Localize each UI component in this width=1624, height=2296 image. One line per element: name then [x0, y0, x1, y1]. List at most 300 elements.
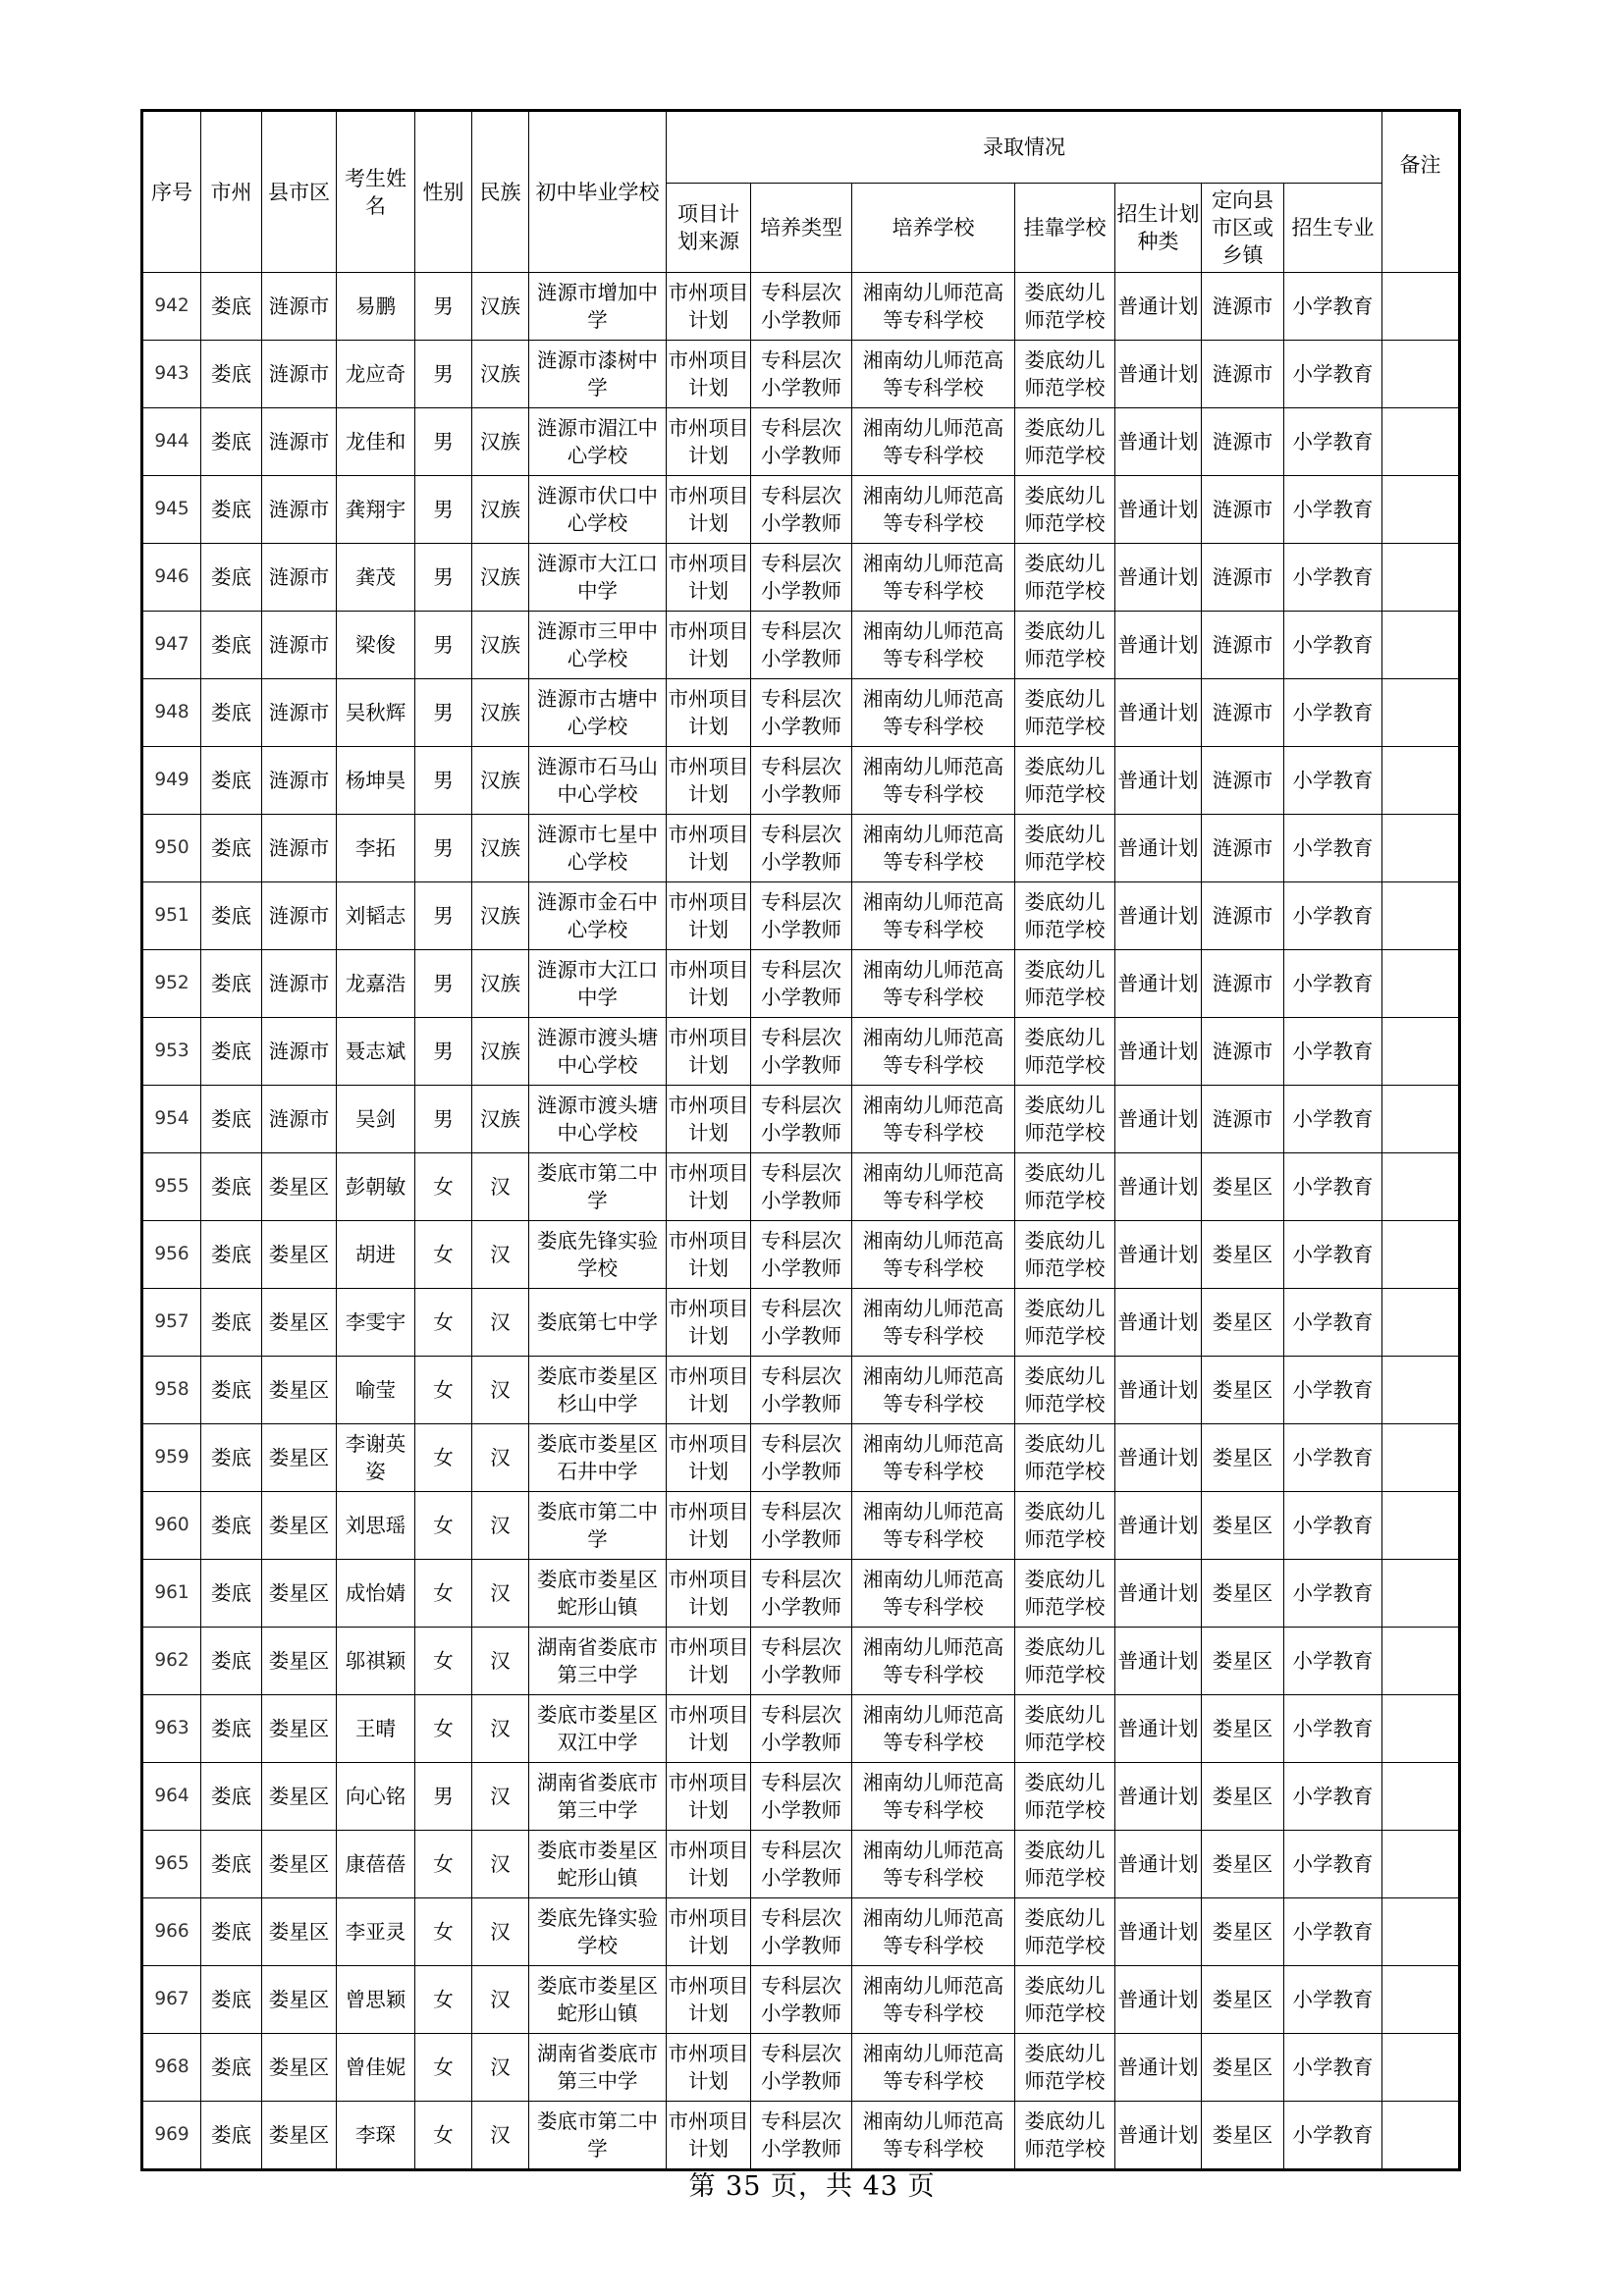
- table-row: [142, 1153, 1460, 1221]
- cell-remark: [1382, 612, 1460, 679]
- cell-name: 李雯宇: [337, 1289, 415, 1357]
- cell-ethnicity: 汉: [472, 1695, 529, 1763]
- cell-train-school: 湘南幼儿师范高等专科学校: [852, 612, 1015, 679]
- cell-city: 娄底: [201, 1424, 262, 1492]
- cell-plan-kind: 普通计划: [1115, 1898, 1202, 1966]
- table-row: [142, 1221, 1460, 1289]
- cell-remark: [1382, 1628, 1460, 1695]
- cell-county: 娄星区: [262, 1695, 337, 1763]
- cell-county: 娄星区: [262, 2034, 337, 2102]
- cell-gender: 女: [415, 1695, 472, 1763]
- cell-major: 小学教育: [1284, 1560, 1382, 1628]
- cell-target: 涟源市: [1202, 1018, 1284, 1086]
- cell-school: 娄底市娄星区石井中学: [529, 1424, 667, 1492]
- cell-type: 专科层次小学教师: [751, 2034, 852, 2102]
- cell-city: 娄底: [201, 273, 262, 341]
- cell-train-school: 湘南幼儿师范高等专科学校: [852, 882, 1015, 950]
- cell-ethnicity: 汉: [472, 1898, 529, 1966]
- cell-affiliate: 娄底幼儿师范学校: [1015, 2102, 1115, 2170]
- cell-train-school: 湘南幼儿师范高等专科学校: [852, 1560, 1015, 1628]
- cell-affiliate: 娄底幼儿师范学校: [1015, 476, 1115, 544]
- cell-major: 小学教育: [1284, 882, 1382, 950]
- cell-affiliate: 娄底幼儿师范学校: [1015, 341, 1115, 408]
- cell-ethnicity: 汉: [472, 1966, 529, 2034]
- cell-gender: 男: [415, 679, 472, 747]
- cell-train-school: 湘南幼儿师范高等专科学校: [852, 1357, 1015, 1424]
- cell-target: 娄星区: [1202, 1628, 1284, 1695]
- cell-seq: 968: [142, 2034, 201, 2102]
- cell-plan-kind: 普通计划: [1115, 273, 1202, 341]
- cell-school: 涟源市湄江中心学校: [529, 408, 667, 476]
- cell-plan-kind: 普通计划: [1115, 815, 1202, 882]
- cell-school: 涟源市大江口中学: [529, 950, 667, 1018]
- cell-city: 娄底: [201, 544, 262, 612]
- cell-ethnicity: 汉族: [472, 1086, 529, 1153]
- cell-target: 娄星区: [1202, 1966, 1284, 2034]
- cell-remark: [1382, 544, 1460, 612]
- table-row: [142, 341, 1460, 408]
- cell-source: 市州项目计划: [667, 1153, 751, 1221]
- cell-city: 娄底: [201, 408, 262, 476]
- cell-ethnicity: 汉: [472, 1357, 529, 1424]
- cell-train-school: 湘南幼儿师范高等专科学校: [852, 1221, 1015, 1289]
- cell-source: 市州项目计划: [667, 1221, 751, 1289]
- cell-school: 娄底市娄星区蛇形山镇: [529, 1966, 667, 2034]
- cell-ethnicity: 汉族: [472, 815, 529, 882]
- cell-name: 李琛: [337, 2102, 415, 2170]
- cell-school: 湖南省娄底市第三中学: [529, 1628, 667, 1695]
- cell-name: 曾佳妮: [337, 2034, 415, 2102]
- cell-gender: 女: [415, 1831, 472, 1898]
- cell-remark: [1382, 1289, 1460, 1357]
- cell-type: 专科层次小学教师: [751, 1357, 852, 1424]
- cell-target: 涟源市: [1202, 408, 1284, 476]
- cell-name: 成怡婧: [337, 1560, 415, 1628]
- cell-gender: 男: [415, 476, 472, 544]
- cell-ethnicity: 汉族: [472, 544, 529, 612]
- cell-remark: [1382, 1966, 1460, 2034]
- cell-major: 小学教育: [1284, 747, 1382, 815]
- cell-major: 小学教育: [1284, 1424, 1382, 1492]
- cell-county: 娄星区: [262, 1221, 337, 1289]
- cell-major: 小学教育: [1284, 1153, 1382, 1221]
- cell-affiliate: 娄底幼儿师范学校: [1015, 1492, 1115, 1560]
- cell-school: 涟源市七星中心学校: [529, 815, 667, 882]
- cell-school: 涟源市渡头塘中心学校: [529, 1086, 667, 1153]
- cell-remark: [1382, 950, 1460, 1018]
- cell-target: 涟源市: [1202, 747, 1284, 815]
- cell-name: 龚茂: [337, 544, 415, 612]
- cell-seq: 951: [142, 882, 201, 950]
- cell-affiliate: 娄底幼儿师范学校: [1015, 1086, 1115, 1153]
- cell-target: 娄星区: [1202, 2102, 1284, 2170]
- cell-seq: 950: [142, 815, 201, 882]
- cell-target: 娄星区: [1202, 1492, 1284, 1560]
- cell-train-school: 湘南幼儿师范高等专科学校: [852, 1831, 1015, 1898]
- cell-gender: 女: [415, 1898, 472, 1966]
- cell-plan-kind: 普通计划: [1115, 408, 1202, 476]
- cell-gender: 男: [415, 1086, 472, 1153]
- header-seq: 序号: [142, 111, 201, 273]
- cell-county: 涟源市: [262, 679, 337, 747]
- cell-school: 湖南省娄底市第三中学: [529, 1763, 667, 1831]
- table-row: [142, 1898, 1460, 1966]
- cell-source: 市州项目计划: [667, 612, 751, 679]
- cell-affiliate: 娄底幼儿师范学校: [1015, 2034, 1115, 2102]
- cell-seq: 954: [142, 1086, 201, 1153]
- cell-train-school: 湘南幼儿师范高等专科学校: [852, 1086, 1015, 1153]
- cell-plan-kind: 普通计划: [1115, 882, 1202, 950]
- cell-name: 吴秋辉: [337, 679, 415, 747]
- cell-plan-kind: 普通计划: [1115, 341, 1202, 408]
- header-admission: 录取情况: [667, 111, 1382, 184]
- cell-ethnicity: 汉族: [472, 408, 529, 476]
- cell-seq: 961: [142, 1560, 201, 1628]
- cell-remark: [1382, 1357, 1460, 1424]
- cell-affiliate: 娄底幼儿师范学校: [1015, 679, 1115, 747]
- cell-name: 胡进: [337, 1221, 415, 1289]
- cell-school: 娄底市娄星区蛇形山镇: [529, 1831, 667, 1898]
- cell-gender: 男: [415, 408, 472, 476]
- cell-affiliate: 娄底幼儿师范学校: [1015, 544, 1115, 612]
- cell-county: 娄星区: [262, 1424, 337, 1492]
- cell-remark: [1382, 679, 1460, 747]
- cell-seq: 962: [142, 1628, 201, 1695]
- cell-county: 涟源市: [262, 1018, 337, 1086]
- cell-seq: 959: [142, 1424, 201, 1492]
- cell-name: 邬祺颖: [337, 1628, 415, 1695]
- header-train-school: 培养学校: [852, 184, 1015, 273]
- cell-train-school: 湘南幼儿师范高等专科学校: [852, 341, 1015, 408]
- cell-city: 娄底: [201, 1357, 262, 1424]
- cell-source: 市州项目计划: [667, 408, 751, 476]
- cell-seq: 958: [142, 1357, 201, 1424]
- cell-school: 娄底市第二中学: [529, 1492, 667, 1560]
- cell-name: 龙佳和: [337, 408, 415, 476]
- cell-seq: 965: [142, 1831, 201, 1898]
- cell-name: 吴剑: [337, 1086, 415, 1153]
- cell-affiliate: 娄底幼儿师范学校: [1015, 1763, 1115, 1831]
- cell-target: 娄星区: [1202, 1289, 1284, 1357]
- cell-city: 娄底: [201, 1560, 262, 1628]
- cell-name: 李谢英姿: [337, 1424, 415, 1492]
- cell-city: 娄底: [201, 2102, 262, 2170]
- cell-county: 涟源市: [262, 273, 337, 341]
- cell-city: 娄底: [201, 1492, 262, 1560]
- cell-major: 小学教育: [1284, 679, 1382, 747]
- table-row: [142, 2102, 1460, 2170]
- cell-county: 娄星区: [262, 1289, 337, 1357]
- cell-type: 专科层次小学教师: [751, 1289, 852, 1357]
- cell-affiliate: 娄底幼儿师范学校: [1015, 747, 1115, 815]
- cell-remark: [1382, 1086, 1460, 1153]
- cell-train-school: 湘南幼儿师范高等专科学校: [852, 1424, 1015, 1492]
- cell-affiliate: 娄底幼儿师范学校: [1015, 1018, 1115, 1086]
- cell-city: 娄底: [201, 1966, 262, 2034]
- table-row: [142, 544, 1460, 612]
- cell-name: 杨坤昊: [337, 747, 415, 815]
- cell-target: 涟源市: [1202, 882, 1284, 950]
- table-row: [142, 2034, 1460, 2102]
- cell-affiliate: 娄底幼儿师范学校: [1015, 815, 1115, 882]
- cell-gender: 女: [415, 1966, 472, 2034]
- cell-target: 涟源市: [1202, 476, 1284, 544]
- table-row: [142, 1831, 1460, 1898]
- cell-plan-kind: 普通计划: [1115, 1492, 1202, 1560]
- cell-county: 娄星区: [262, 1628, 337, 1695]
- header-target: 定向县市区或乡镇: [1202, 184, 1284, 273]
- cell-name: 龙应奇: [337, 341, 415, 408]
- cell-plan-kind: 普通计划: [1115, 747, 1202, 815]
- cell-major: 小学教育: [1284, 1289, 1382, 1357]
- cell-type: 专科层次小学教师: [751, 1628, 852, 1695]
- cell-gender: 女: [415, 1289, 472, 1357]
- cell-ethnicity: 汉: [472, 1289, 529, 1357]
- cell-ethnicity: 汉族: [472, 341, 529, 408]
- cell-city: 娄底: [201, 1018, 262, 1086]
- cell-remark: [1382, 1898, 1460, 1966]
- cell-name: 刘思瑶: [337, 1492, 415, 1560]
- header-type: 培养类型: [751, 184, 852, 273]
- cell-source: 市州项目计划: [667, 1492, 751, 1560]
- cell-major: 小学教育: [1284, 341, 1382, 408]
- cell-school: 涟源市大江口中学: [529, 544, 667, 612]
- cell-city: 娄底: [201, 2034, 262, 2102]
- cell-target: 涟源市: [1202, 341, 1284, 408]
- cell-train-school: 湘南幼儿师范高等专科学校: [852, 476, 1015, 544]
- table-row: [142, 1086, 1460, 1153]
- cell-county: 娄星区: [262, 1560, 337, 1628]
- cell-name: 龚翔宇: [337, 476, 415, 544]
- cell-train-school: 湘南幼儿师范高等专科学校: [852, 2034, 1015, 2102]
- cell-ethnicity: 汉: [472, 2102, 529, 2170]
- cell-ethnicity: 汉: [472, 1560, 529, 1628]
- cell-affiliate: 娄底幼儿师范学校: [1015, 1831, 1115, 1898]
- table-row: [142, 679, 1460, 747]
- cell-plan-kind: 普通计划: [1115, 1560, 1202, 1628]
- admission-table-container: [140, 109, 1458, 2171]
- cell-name: 易鹏: [337, 273, 415, 341]
- cell-county: 娄星区: [262, 2102, 337, 2170]
- cell-major: 小学教育: [1284, 476, 1382, 544]
- cell-type: 专科层次小学教师: [751, 273, 852, 341]
- cell-major: 小学教育: [1284, 1221, 1382, 1289]
- cell-train-school: 湘南幼儿师范高等专科学校: [852, 1966, 1015, 2034]
- cell-city: 娄底: [201, 1898, 262, 1966]
- cell-affiliate: 娄底幼儿师范学校: [1015, 1628, 1115, 1695]
- cell-city: 娄底: [201, 341, 262, 408]
- cell-train-school: 湘南幼儿师范高等专科学校: [852, 273, 1015, 341]
- cell-type: 专科层次小学教师: [751, 408, 852, 476]
- cell-ethnicity: 汉: [472, 2034, 529, 2102]
- cell-train-school: 湘南幼儿师范高等专科学校: [852, 950, 1015, 1018]
- cell-affiliate: 娄底幼儿师范学校: [1015, 1221, 1115, 1289]
- cell-school: 涟源市伏口中心学校: [529, 476, 667, 544]
- cell-type: 专科层次小学教师: [751, 1153, 852, 1221]
- cell-seq: 969: [142, 2102, 201, 2170]
- header-remark: 备注: [1382, 111, 1460, 273]
- cell-gender: 女: [415, 1628, 472, 1695]
- cell-name: 龙嘉浩: [337, 950, 415, 1018]
- cell-seq: 948: [142, 679, 201, 747]
- cell-train-school: 湘南幼儿师范高等专科学校: [852, 544, 1015, 612]
- cell-affiliate: 娄底幼儿师范学校: [1015, 1560, 1115, 1628]
- table-row: [142, 476, 1460, 544]
- cell-type: 专科层次小学教师: [751, 950, 852, 1018]
- cell-ethnicity: 汉族: [472, 950, 529, 1018]
- cell-remark: [1382, 1424, 1460, 1492]
- cell-plan-kind: 普通计划: [1115, 476, 1202, 544]
- cell-source: 市州项目计划: [667, 1560, 751, 1628]
- cell-city: 娄底: [201, 1153, 262, 1221]
- cell-remark: [1382, 1221, 1460, 1289]
- cell-type: 专科层次小学教师: [751, 1424, 852, 1492]
- page-footer: 第 35 页，共 43 页: [688, 2171, 936, 2202]
- cell-city: 娄底: [201, 1695, 262, 1763]
- cell-ethnicity: 汉族: [472, 1018, 529, 1086]
- table-row: [142, 1424, 1460, 1492]
- cell-source: 市州项目计划: [667, 544, 751, 612]
- header-school: 初中毕业学校: [529, 111, 667, 273]
- cell-gender: 男: [415, 747, 472, 815]
- cell-target: 娄星区: [1202, 1560, 1284, 1628]
- cell-seq: 964: [142, 1763, 201, 1831]
- cell-school: 娄底市第二中学: [529, 2102, 667, 2170]
- cell-affiliate: 娄底幼儿师范学校: [1015, 1289, 1115, 1357]
- cell-type: 专科层次小学教师: [751, 747, 852, 815]
- cell-affiliate: 娄底幼儿师范学校: [1015, 1424, 1115, 1492]
- admission-table: [140, 109, 1461, 2171]
- cell-affiliate: 娄底幼儿师范学校: [1015, 1966, 1115, 2034]
- cell-remark: [1382, 341, 1460, 408]
- cell-seq: 945: [142, 476, 201, 544]
- cell-school: 涟源市漆树中学: [529, 341, 667, 408]
- cell-remark: [1382, 815, 1460, 882]
- cell-city: 娄底: [201, 1763, 262, 1831]
- cell-type: 专科层次小学教师: [751, 1898, 852, 1966]
- cell-county: 涟源市: [262, 544, 337, 612]
- cell-gender: 男: [415, 1018, 472, 1086]
- cell-target: 娄星区: [1202, 1898, 1284, 1966]
- cell-county: 娄星区: [262, 1966, 337, 2034]
- cell-target: 涟源市: [1202, 544, 1284, 612]
- cell-target: 娄星区: [1202, 1221, 1284, 1289]
- cell-gender: 女: [415, 1560, 472, 1628]
- cell-plan-kind: 普通计划: [1115, 1628, 1202, 1695]
- cell-type: 专科层次小学教师: [751, 2102, 852, 2170]
- cell-plan-kind: 普通计划: [1115, 1221, 1202, 1289]
- cell-source: 市州项目计划: [667, 2102, 751, 2170]
- header-county: 县市区: [262, 111, 337, 273]
- cell-gender: 男: [415, 815, 472, 882]
- cell-major: 小学教育: [1284, 2034, 1382, 2102]
- cell-gender: 女: [415, 1424, 472, 1492]
- cell-name: 刘韬志: [337, 882, 415, 950]
- cell-ethnicity: 汉: [472, 1492, 529, 1560]
- cell-city: 娄底: [201, 1831, 262, 1898]
- cell-remark: [1382, 747, 1460, 815]
- cell-city: 娄底: [201, 815, 262, 882]
- cell-remark: [1382, 1763, 1460, 1831]
- cell-gender: 女: [415, 2102, 472, 2170]
- cell-type: 专科层次小学教师: [751, 1560, 852, 1628]
- cell-county: 娄星区: [262, 1831, 337, 1898]
- table-row: [142, 1966, 1460, 2034]
- header-ethnicity: 民族: [472, 111, 529, 273]
- cell-county: 娄星区: [262, 1763, 337, 1831]
- cell-seq: 967: [142, 1966, 201, 2034]
- cell-source: 市州项目计划: [667, 476, 751, 544]
- cell-name: 彭朝敏: [337, 1153, 415, 1221]
- cell-train-school: 湘南幼儿师范高等专科学校: [852, 1628, 1015, 1695]
- table-body: [142, 273, 1460, 2170]
- cell-type: 专科层次小学教师: [751, 476, 852, 544]
- cell-major: 小学教育: [1284, 1492, 1382, 1560]
- cell-type: 专科层次小学教师: [751, 1086, 852, 1153]
- table-row: [142, 1492, 1460, 1560]
- table-row: [142, 815, 1460, 882]
- header-name: 考生姓名: [337, 111, 415, 273]
- cell-source: 市州项目计划: [667, 747, 751, 815]
- cell-seq: 957: [142, 1289, 201, 1357]
- cell-train-school: 湘南幼儿师范高等专科学校: [852, 2102, 1015, 2170]
- cell-name: 喻莹: [337, 1357, 415, 1424]
- cell-plan-kind: 普通计划: [1115, 1289, 1202, 1357]
- cell-major: 小学教育: [1284, 1086, 1382, 1153]
- cell-remark: [1382, 1695, 1460, 1763]
- cell-affiliate: 娄底幼儿师范学校: [1015, 1898, 1115, 1966]
- cell-major: 小学教育: [1284, 2102, 1382, 2170]
- table-row: [142, 1628, 1460, 1695]
- cell-major: 小学教育: [1284, 273, 1382, 341]
- cell-target: 娄星区: [1202, 1424, 1284, 1492]
- cell-remark: [1382, 1831, 1460, 1898]
- cell-affiliate: 娄底幼儿师范学校: [1015, 1153, 1115, 1221]
- cell-plan-kind: 普通计划: [1115, 544, 1202, 612]
- cell-gender: 女: [415, 1492, 472, 1560]
- header-source: 项目计划来源: [667, 184, 751, 273]
- cell-gender: 男: [415, 882, 472, 950]
- cell-school: 娄底市第二中学: [529, 1153, 667, 1221]
- cell-name: 梁俊: [337, 612, 415, 679]
- cell-plan-kind: 普通计划: [1115, 1424, 1202, 1492]
- cell-plan-kind: 普通计划: [1115, 950, 1202, 1018]
- cell-school: 涟源市古塘中心学校: [529, 679, 667, 747]
- cell-target: 娄星区: [1202, 1153, 1284, 1221]
- header-affiliate: 挂靠学校: [1015, 184, 1115, 273]
- cell-seq: 946: [142, 544, 201, 612]
- cell-name: 聂志斌: [337, 1018, 415, 1086]
- cell-train-school: 湘南幼儿师范高等专科学校: [852, 1695, 1015, 1763]
- cell-affiliate: 娄底幼儿师范学校: [1015, 612, 1115, 679]
- table-row: [142, 1560, 1460, 1628]
- cell-type: 专科层次小学教师: [751, 1966, 852, 2034]
- cell-city: 娄底: [201, 1289, 262, 1357]
- cell-affiliate: 娄底幼儿师范学校: [1015, 1695, 1115, 1763]
- table-row: [142, 1763, 1460, 1831]
- cell-city: 娄底: [201, 882, 262, 950]
- cell-source: 市州项目计划: [667, 1763, 751, 1831]
- table-row: [142, 612, 1460, 679]
- cell-county: 涟源市: [262, 408, 337, 476]
- table-row: [142, 1289, 1460, 1357]
- cell-gender: 男: [415, 950, 472, 1018]
- cell-county: 娄星区: [262, 1898, 337, 1966]
- cell-plan-kind: 普通计划: [1115, 679, 1202, 747]
- cell-city: 娄底: [201, 612, 262, 679]
- cell-target: 涟源市: [1202, 950, 1284, 1018]
- cell-source: 市州项目计划: [667, 1966, 751, 2034]
